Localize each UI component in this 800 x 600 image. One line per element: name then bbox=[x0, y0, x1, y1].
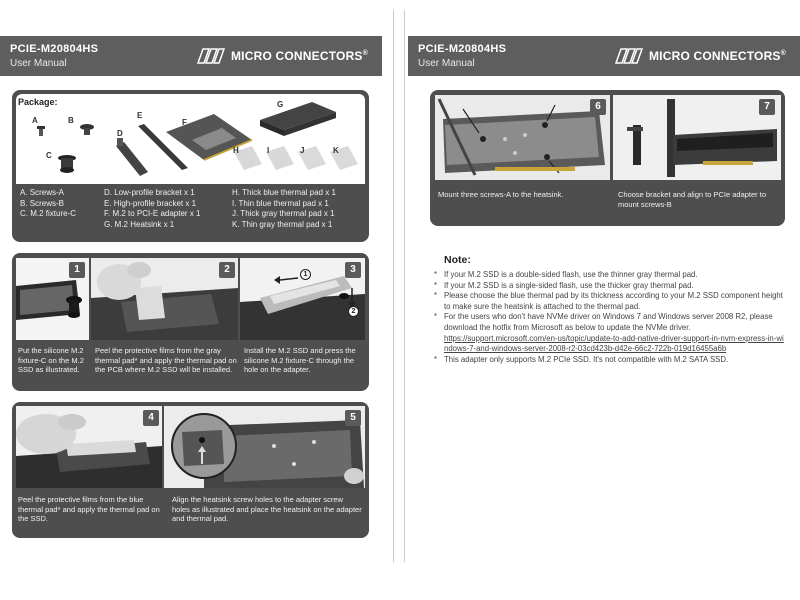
step-4-caption: Peel the protective films from the blue thermal pad* and apply the thermal pad on the SSD. bbox=[18, 495, 160, 523]
brand-logo bbox=[197, 48, 368, 64]
page-header bbox=[0, 36, 382, 76]
manual-subtitle: User Manual bbox=[10, 58, 67, 69]
package-list-col2 bbox=[104, 188, 200, 230]
item-label-c: C bbox=[46, 151, 52, 160]
note-item: * For the users who don't have NVMe driver on Windows 7 and Windows server 2008 R2, please download the hotfix from Microsoft as below to update the NVMe driver. https://support.microsoft.com/en-us/topic/update-to-add-native-driver-support-in-nvm-express-in-windows-7-and-windows-server-2008-r2-03cd423b-d42e-66c2-722b-019d16455a6b bbox=[434, 312, 784, 354]
fixture-c-icon bbox=[58, 155, 76, 173]
step-6-photo bbox=[435, 95, 610, 180]
item-label-j: J bbox=[300, 146, 305, 155]
step-4-number: 4 bbox=[143, 410, 159, 426]
package-title: Package: bbox=[18, 97, 58, 107]
page-header bbox=[408, 36, 800, 76]
screw-a-icon bbox=[37, 126, 45, 136]
item-label-i: I bbox=[267, 146, 270, 155]
model-number: PCIE-M20804HS bbox=[418, 43, 507, 55]
note-item: * If your M.2 SSD is a single-sided flash, use the thicker gray thermal pad. bbox=[434, 281, 784, 292]
package-illustration bbox=[16, 94, 365, 184]
item-label-e: E bbox=[137, 111, 143, 120]
package-item: C. M.2 fixture-C bbox=[20, 209, 77, 218]
step-2-photo bbox=[91, 258, 238, 340]
step-4-photo bbox=[16, 406, 162, 488]
manual-subtitle: User Manual bbox=[418, 58, 475, 69]
package-item: D. Low-profile bracket x 1 bbox=[104, 188, 195, 197]
brand-name: MICRO CONNECTORS® bbox=[230, 49, 368, 63]
step-2-caption: Peel the protective films from the gray thermal pad* and apply the thermal pad on the PCB where M.2 SSD will be installed. bbox=[95, 346, 237, 374]
step-7-caption: Choose bracket and align to PCIe adapter to mount screws-B bbox=[618, 190, 767, 209]
step-1-number: 1 bbox=[69, 262, 85, 278]
step-7-number: 7 bbox=[759, 99, 775, 115]
note-item: * Please choose the blue thermal pad by its thickness according to your M.2 SSD component height to make sure the heatsink is attached to the thermal pad. bbox=[434, 291, 784, 312]
note-item: * If your M.2 SSD is a double-sided flash, use the thinner gray thermal pad. bbox=[434, 270, 784, 281]
step-6-number: 6 bbox=[590, 99, 606, 115]
step-1-caption: Put the silicone M.2 fixture-C on the M.2 SSD as illustrated. bbox=[18, 346, 84, 374]
item-label-b: B bbox=[68, 116, 74, 125]
model-number: PCIE-M20804HS bbox=[10, 43, 99, 55]
thermal-pad-i-icon bbox=[266, 146, 294, 170]
screw-b-icon bbox=[80, 124, 94, 135]
package-item: E. High-profile bracket x 1 bbox=[104, 198, 197, 208]
item-label-f: F bbox=[182, 118, 187, 127]
brand-logo bbox=[615, 48, 786, 64]
package-item: A. Screws-A bbox=[20, 188, 65, 197]
package-item: F. M.2 to PCI-E adapter x 1 bbox=[104, 209, 201, 218]
item-label-a: A bbox=[32, 116, 38, 125]
step-5-number: 5 bbox=[345, 410, 361, 426]
package-item: J. Thick gray thermal pad x 1 bbox=[232, 209, 335, 218]
package-list-col1 bbox=[20, 188, 76, 220]
step-3-mark-2: 2 bbox=[348, 306, 359, 317]
hotfix-link[interactable]: https://support.microsoft.com/en-us/topic/update-to-add-native-driver-support-in-nvm-express-in-windows-7-and-windows-server-2008-r2-03cd423b-d42e-66c2-722b-019d16455a6b bbox=[444, 333, 784, 354]
package-list-col3 bbox=[232, 188, 336, 230]
item-label-g: G bbox=[277, 100, 284, 109]
item-label-h: H bbox=[233, 146, 239, 155]
micro-connectors-logo-icon bbox=[197, 48, 225, 64]
step-3-number: 3 bbox=[345, 262, 361, 278]
notes-list bbox=[434, 270, 784, 365]
micro-connectors-logo-icon bbox=[615, 48, 643, 64]
package-item: G. M.2 Heatsink x 1 bbox=[104, 219, 175, 229]
note-title: Note: bbox=[444, 254, 471, 266]
brand-name: MICRO CONNECTORS® bbox=[648, 49, 786, 63]
package-item: B. Screws-B bbox=[20, 198, 65, 208]
low-profile-bracket-icon bbox=[116, 138, 148, 176]
step-7-photo bbox=[613, 95, 781, 180]
package-item: H. Thick blue thermal pad x 1 bbox=[232, 188, 336, 197]
step-2-number: 2 bbox=[219, 262, 235, 278]
step-5-caption: Align the heatsink screw holes to the adapter screw holes as illustrated and place the heatsink on the adapter and thermal pad. bbox=[172, 495, 362, 523]
step-5-photo bbox=[164, 406, 365, 488]
package-item: I. Thin blue thermal pad x 1 bbox=[232, 198, 329, 208]
step-6-caption: Mount three screws-A to the heatsink. bbox=[438, 190, 564, 199]
package-item: K. Thin gray thermal pad x 1 bbox=[232, 219, 333, 229]
heatsink-icon bbox=[260, 102, 336, 136]
item-label-k: K bbox=[333, 146, 339, 155]
step-3-mark-1: 1 bbox=[300, 269, 311, 280]
note-item: * This adapter only supports M.2 PCIe SSD. It's not compatible with M.2 SATA SSD. bbox=[434, 355, 784, 366]
item-label-d: D bbox=[117, 129, 123, 138]
step-3-caption: Install the M.2 SSD and press the silicone M.2 fixture-C through the hole on the adapter. bbox=[244, 346, 356, 374]
